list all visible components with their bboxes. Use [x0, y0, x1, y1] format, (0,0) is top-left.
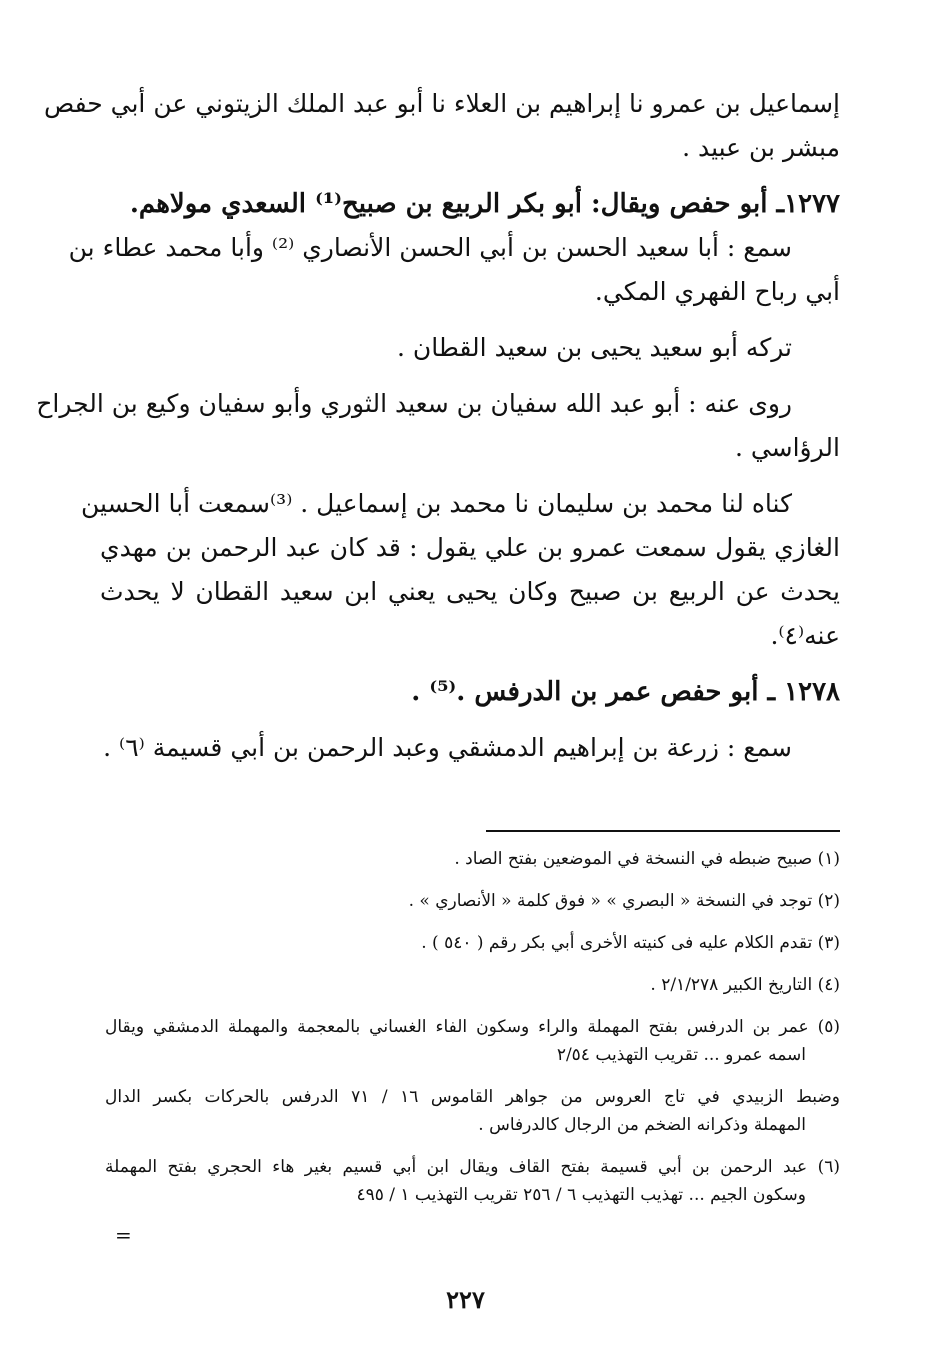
text-line: سمع : زرعة بن إبراهيم الدمشقي وعبد الرحمن بن أبي قسيمة ⁽٦⁾ . — [103, 733, 792, 762]
page-number: ٢٢٧ — [446, 1285, 485, 1314]
main-text — [36, 82, 840, 770]
text-line: إسماعيل بن عمرو نا إبراهيم بن العلاء نا أبو عبد الملك الزيتوني عن أبي حفص — [43, 89, 840, 118]
footnote-5-cont: اسمه عمرو ... تقريب التهذيب ٢/٥٤ — [556, 1045, 806, 1065]
footnote-6: (٦) عبد الرحمن بن أبي قسيمة بفتح القاف ويقال ابن أبي قسيم بغير هاء الحجري بفتح المهملة — [105, 1157, 840, 1177]
text-line: أبي رباح الفهري المكي. — [594, 277, 840, 306]
text-line: مبشر بن عبيد . — [682, 133, 840, 162]
footnote-5: (٥) عمر بن الدرفس بفتح المهملة والراء وسكون الفاء الغساني بالمعجمة والمهملة الدمشقي ويقال — [105, 1017, 840, 1037]
continuation-marker: = — [115, 1223, 132, 1247]
text-line: الرؤاسي . — [734, 433, 840, 462]
footnote-3: (٣) تقدم الكلام عليه فى كنيته الأخرى أبي بكر رقم ( ٥٤٠ ) . — [421, 933, 840, 953]
text-line: روى عنه : أبو عبد الله سفيان بن سعيد الثوري وأبو سفيان وكيع بن الجراح — [36, 389, 792, 418]
text-line: الغازي يقول سمعت عمرو بن علي يقول : قد كان عبد الرحمن بن مهدي — [100, 533, 840, 562]
text-line: سمع : أبا سعيد الحسن بن أبي الحسن الأنصاري ⁽²⁾ وأبا محمد عطاء بن — [68, 233, 792, 262]
entry-heading-1278: ١٢٧٨ ـ أبو حفص عمر بن الدرفس .⁽⁵⁾ . — [411, 677, 840, 707]
footnote-6-cont: وسكون الجيم ... تهذيب التهذيب ٦ / ٢٥٦ تقريب التهذيب ١ / ٤٩٥ — [356, 1185, 806, 1205]
footnote-1: (١) صبيح ضبطه في النسخة في الموضعين بفتح الصاد . — [454, 849, 840, 869]
footnotes — [105, 845, 840, 1209]
footnote-4: (٤) التاريخ الكبير ٢/١/٢٧٨ . — [650, 975, 840, 995]
footnote-5-extra-cont: المهملة وذكرانه الضخم من الرجال كالدرفاس . — [478, 1115, 806, 1135]
text-line: كناه لنا محمد بن سليمان نا محمد بن إسماعيل . ⁽³⁾سمعت أبا الحسين — [81, 489, 792, 518]
text-line: يحدث عن الربيع بن صبيح وكان يحيى يعني ابن سعيد القطان لا يحدث — [100, 577, 840, 606]
entry-heading-1277: ١٢٧٧ـ أبو حفص ويقال: أبو بكر الربيع بن صبيح⁽¹⁾ السعدي مولاهم. — [129, 189, 840, 219]
text-line: عنه⁽٤⁾. — [770, 621, 840, 650]
text-line: تركه أبو سعيد يحيى بن سعيد القطان . — [397, 333, 792, 362]
footnote-5-extra: وضبط الزبيدي في تاج العروس من جواهر القاموس ١٦ / ٧١ الدرفس بالحركات بكسر الدال — [105, 1087, 840, 1107]
footnote-separator — [486, 830, 840, 832]
footnote-2: (٢) توجد في النسخة « البصري » « فوق كلمة « الأنصاري » . — [408, 891, 840, 911]
